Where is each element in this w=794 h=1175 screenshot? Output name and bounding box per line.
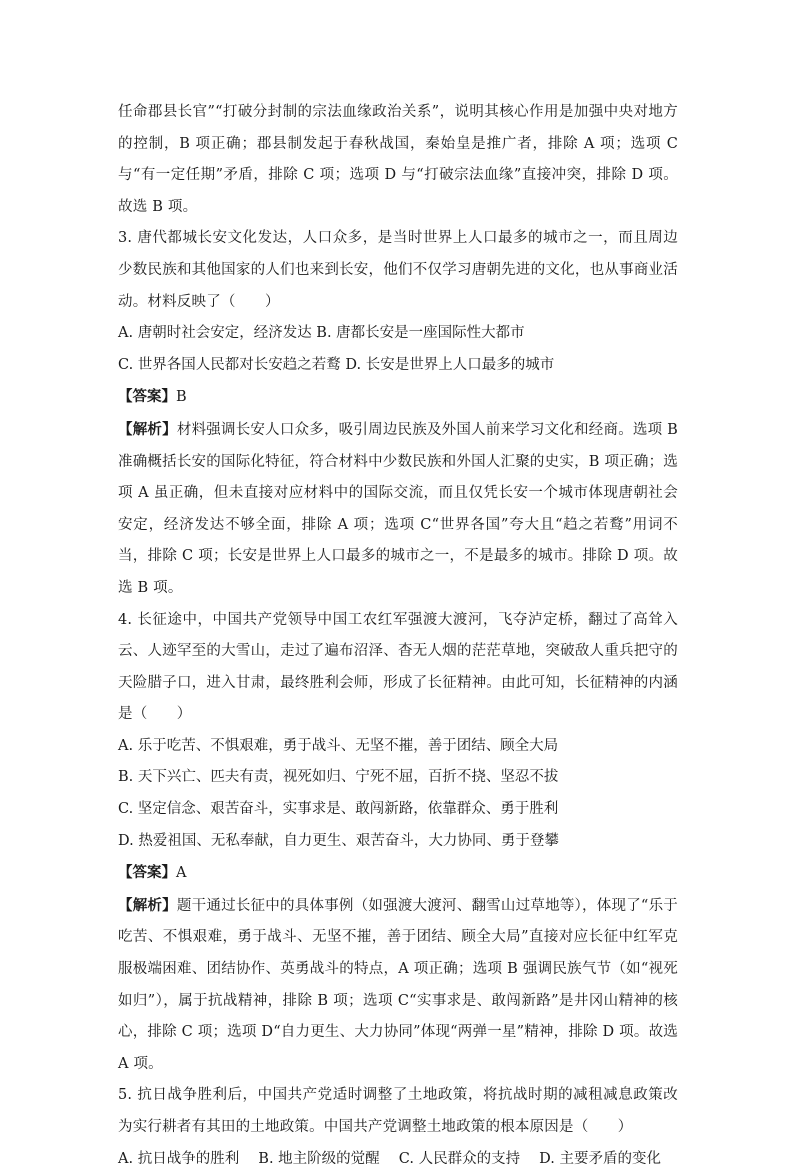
question-3-analysis xyxy=(118,414,678,605)
question-3-answer xyxy=(118,381,678,414)
question-4-stem: 4. 长征途中，中国共产党领导中国工农红军强渡大渡河，飞夺泸定桥，翻过了高耸入云、人迹罕至的大雪山，走过了遍布沼泽、杳无人烟的茫茫草地，突破敌人重兵把守的天险腊子口，进入甘肃，最终胜利会师，形成了长征精神。由此可知，长征精神的内涵是（ ） xyxy=(118,611,678,723)
question-4-answer xyxy=(118,857,678,890)
question-4-option-c: C. 坚定信念、艰苦奋斗，实事求是、敢闯新路，依靠群众、勇于胜利 xyxy=(118,801,559,818)
question-4-option-b: B. 天下兴亡、匹夫有责，视死如归、宁死不屈，百折不挠、坚忍不拔 xyxy=(118,769,559,786)
analysis-text: 题干通过长征中的具体事例（如强渡大渡河、翻雪山过草地等），体现了“乐于吃苦、不惧艰难，勇于战斗、无坚不摧，善于团结、顾全大局”直接对应长征中红军克服极端困难、团结协作、英勇战斗的特点，A 项正确；选项 B 强调民族气节（如“视死如归”），属于抗战精神，排除 B 项；选项 C“实事求是、敢闯新路”是井冈山精神的核心，排除 C 项；选项 D“自力更生、大力协同”体现“两弹一星”精神，排除 D 项。故选 A 项。 xyxy=(118,897,678,1072)
question-5-options: A. 抗日战争的胜利 B. 地主阶级的觉醒 C. 人民群众的支持 D. 主要矛盾的变化 xyxy=(118,1150,662,1167)
question-4-option-a: A. 乐于吃苦、不惧艰难，勇于战斗、无坚不摧，善于团结、顾全大局 xyxy=(118,737,559,754)
answer-tag: 【答案】 xyxy=(118,864,176,882)
analysis-text: 材料强调长安人口众多，吸引周边民族及外国人前来学习文化和经商。选项 B 准确概括长安的国际化特征，符合材料中少数民族和外国人汇聚的史实，B 项正确；选项 A 虽正确，但未直接对应材料中的国际交流，而且仅凭长安一个城市体现唐朝社会安定，经济发达不够全面，排除 A 项；选项 C“世界各国”夸大且“趋之若鹜”用词不当，排除 C 项；长安是世界上人口最多的城市之一，不是最多的城市。排除 D 项。故选 B 项。 xyxy=(118,421,678,596)
question-3-options-ab: A. 唐朝时社会安定，经济发达 B. 唐都长安是一座国际性大都市 xyxy=(118,325,525,342)
paragraph-q2-analysis-continued: 任命郡县长官”“打破分封制的宗法血缘政治关系”，说明其核心作用是加强中央对地方的控制，B 项正确；郡县制发起于春秋战国，秦始皇是推广者，排除 A 项；选项 C 与“有一定任期”矛盾，排除 C 项；选项 D 与“打破宗法血缘”直接冲突，排除 D 项。故选 B 项。 xyxy=(118,104,678,215)
question-4-analysis xyxy=(118,890,678,1081)
question-3-stem: 3. 唐代都城长安文化发达，人口众多，是当时世界上人口最多的城市之一，而且周边少数民族和其他国家的人们也来到长安，他们不仅学习唐朝先进的文化，也从事商业活动。材料反映了（ ） xyxy=(118,230,678,310)
answer-tag: 【答案】 xyxy=(118,388,176,406)
question-5-stem: 5. 抗日战争胜利后，中国共产党适时调整了土地政策，将抗战时期的减租减息政策改为实行耕者有其田的土地政策。中国共产党调整土地政策的根本原因是（ ） xyxy=(118,1087,678,1135)
document-page xyxy=(118,97,678,1175)
analysis-tag: 【解析】 xyxy=(118,420,177,438)
question-3-options-cd: C. 世界各国人民都对长安趋之若鹜 D. 长安是世界上人口最多的城市 xyxy=(118,356,555,373)
question-4-option-d: D. 热爱祖国、无私奉献，自力更生、艰苦奋斗，大力协同、勇于登攀 xyxy=(118,832,559,849)
answer-value: B xyxy=(176,389,187,406)
answer-value: A xyxy=(176,865,187,882)
analysis-tag: 【解析】 xyxy=(118,896,177,914)
